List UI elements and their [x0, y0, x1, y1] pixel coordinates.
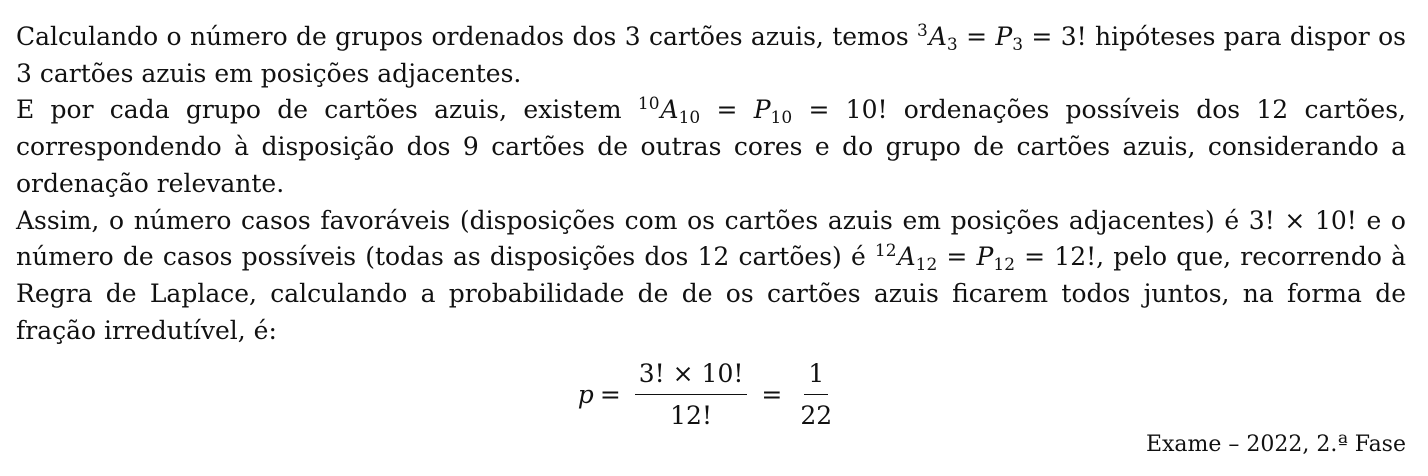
formula-symbol-a: A — [897, 242, 916, 272]
formula-subscript: 12 — [993, 255, 1016, 276]
paragraph-2-text-end: ordenações possíveis dos 12 cartões, correspondendo à disposição dos 9 cartões de outras cores e do grupo de cartões azuis, considerando a ordenação relevante. — [16, 95, 1407, 198]
favorable-cases-expression: 3! × 10! — [1248, 205, 1357, 235]
formula-superscript: 12 — [874, 241, 897, 262]
fraction-numerator: 1 — [804, 359, 828, 395]
formula-superscript: 10 — [637, 94, 660, 115]
formula-value: 3! — [1060, 22, 1087, 51]
formula-symbol-a: A — [928, 22, 947, 51]
paragraph-3-text: Assim, o número casos favoráveis (disposições com os cartões azuis em posições adjacentes) é — [16, 205, 1249, 235]
solution-text — [16, 19, 1406, 435]
paragraph-1-text-end: hipóteses para dispor os 3 cartões azuis em posições adjacentes. — [16, 22, 1406, 88]
formula-equals: = — [1023, 22, 1061, 51]
formula-equals: = — [1015, 242, 1055, 272]
formula-subscript: 3 — [1012, 35, 1024, 55]
fraction-denominator: 22 — [800, 401, 833, 431]
formula-symbol-p: P — [753, 95, 771, 125]
paragraph-2 — [16, 92, 1406, 202]
formula-symbol-a: A — [660, 95, 679, 125]
paragraph-2-text: E por cada grupo de cartões azuis, existem — [16, 95, 638, 125]
formula-subscript: 10 — [770, 108, 793, 129]
formula-equals: = — [792, 95, 846, 125]
formula-value: 12! — [1054, 242, 1097, 272]
paragraph-3 — [16, 203, 1406, 350]
fraction-denominator: 12! — [670, 401, 713, 431]
fraction-numerator: 3! × 10! — [635, 359, 748, 395]
formula-subscript: 12 — [915, 255, 938, 276]
formula-subscript: 10 — [678, 108, 701, 129]
formula-equals: = — [599, 379, 621, 409]
formula-equals: = — [957, 22, 996, 51]
fraction-result — [796, 359, 836, 431]
arrangement-formula-10 — [637, 94, 888, 129]
formula-subscript: 3 — [946, 35, 958, 55]
formula-superscript: 3 — [917, 21, 928, 41]
paragraph-1 — [16, 19, 1406, 92]
exam-source: Exame – 2022, 2.ª Fase — [1145, 432, 1406, 457]
formula-equals: = — [700, 95, 754, 125]
arrangement-formula-3 — [917, 21, 1087, 55]
paragraph-3-text-mid: e o número de casos possíveis (todas as disposições dos 12 cartões) é — [16, 205, 1406, 272]
paragraph-3-text-end: , pelo que, recorrendo à Regra de Laplace, calculando a probabilidade de de os cartões azuis ficarem todos juntos, na forma de fração irredutível, é: — [16, 242, 1407, 345]
formula-equals: = — [761, 379, 783, 409]
formula-variable-p: p — [577, 379, 594, 409]
formula-value: 10! — [845, 95, 888, 125]
formula-symbol-p: P — [976, 242, 994, 272]
arrangement-formula-12 — [874, 241, 1097, 276]
fraction-factorials — [635, 359, 748, 431]
probability-formula — [16, 355, 1406, 435]
formula-equals: = — [937, 242, 977, 272]
formula-symbol-p: P — [995, 22, 1013, 51]
paragraph-1-text: Calculando o número de grupos ordenados dos 3 cartões azuis, temos — [16, 22, 918, 51]
